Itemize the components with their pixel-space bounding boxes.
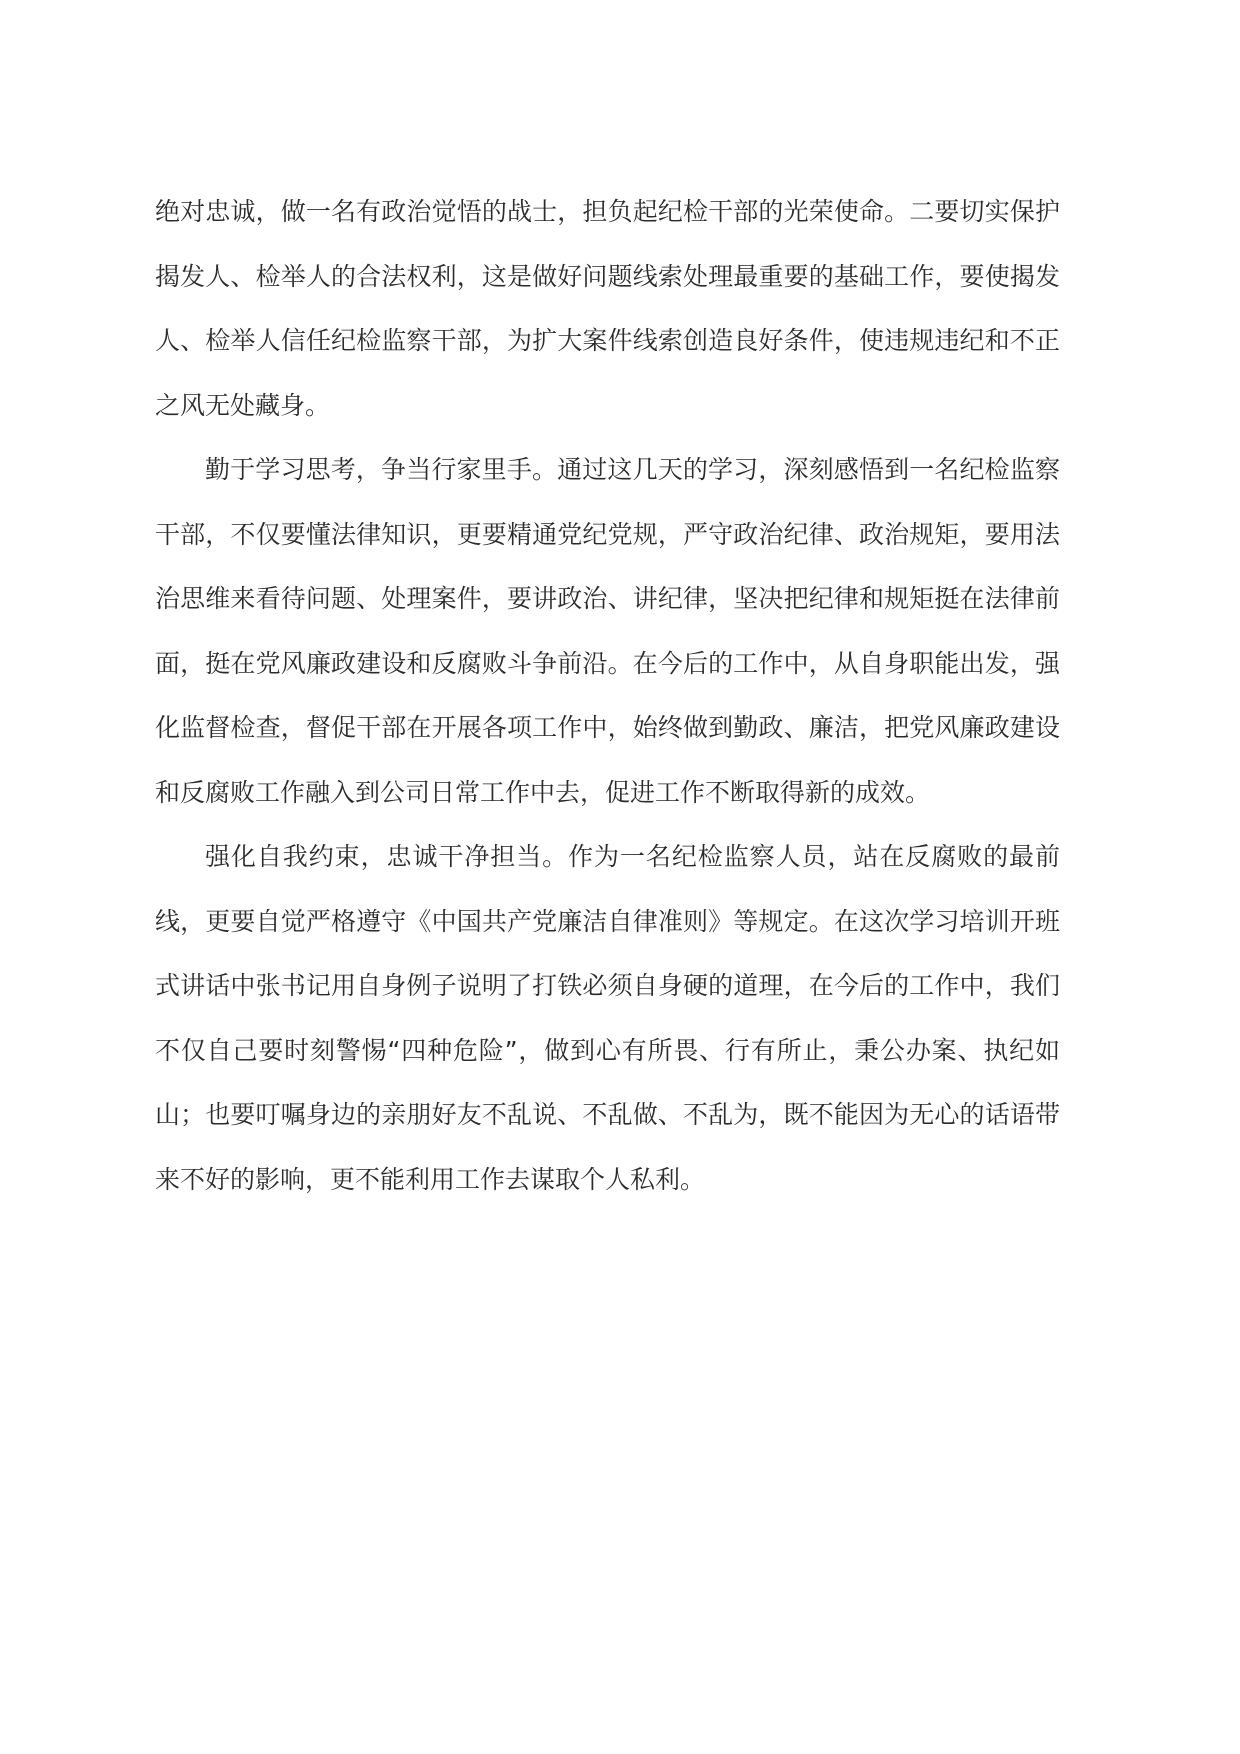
paragraph-self-discipline: 强化自我约束，忠诚干净担当。作为一名纪检监察人员，站在反腐败的最前线，更要自觉严格遵守《中国共产党廉洁自律准则》等规定。在这次学习培训开班式讲话中张书记用自身例子说明了打铁必须自身硬的道理，在今后的工作中，我们不仅自己要时刻警惕“四种危险”，做到心有所畏、行有所止，秉公办案、执纪如山；也要叮嘱身边的亲朋好友不乱说、不乱做、不乱为，既不能因为无心的话语带来不好的影响，更不能利用工作去谋取个人私利。 — [155, 842, 1060, 1194]
paragraph-continuation: 绝对忠诚，做一名有政治觉悟的战士，担负起纪检干部的光荣使命。二要切实保护揭发人、检举人的合法权利，这是做好问题线索处理最重要的基础工作，要使揭发人、检举人信任纪检监察干部，为扩大案件线索创造良好条件，使违规违纪和不正之风无处藏身。 — [155, 197, 1060, 420]
paragraph-study-thinking: 勤于学习思考，争当行家里手。通过这几天的学习，深刻感悟到一名纪检监察干部，不仅要懂法律知识，更要精通党纪党规，严守政治纪律、政治规矩，要用法治思维来看待问题、处理案件，要讲政治、讲纪律，坚决把纪律和规矩挺在法律前面，挺在党风廉政建设和反腐败斗争前沿。在今后的工作中，从自身职能出发，强化监督检查，督促干部在开展各项工作中，始终做到勤政、廉洁，把党风廉政建设和反腐败工作融入到公司日常工作中去，促进工作不断取得新的成效。 — [155, 455, 1060, 807]
document-body — [155, 180, 1060, 1212]
